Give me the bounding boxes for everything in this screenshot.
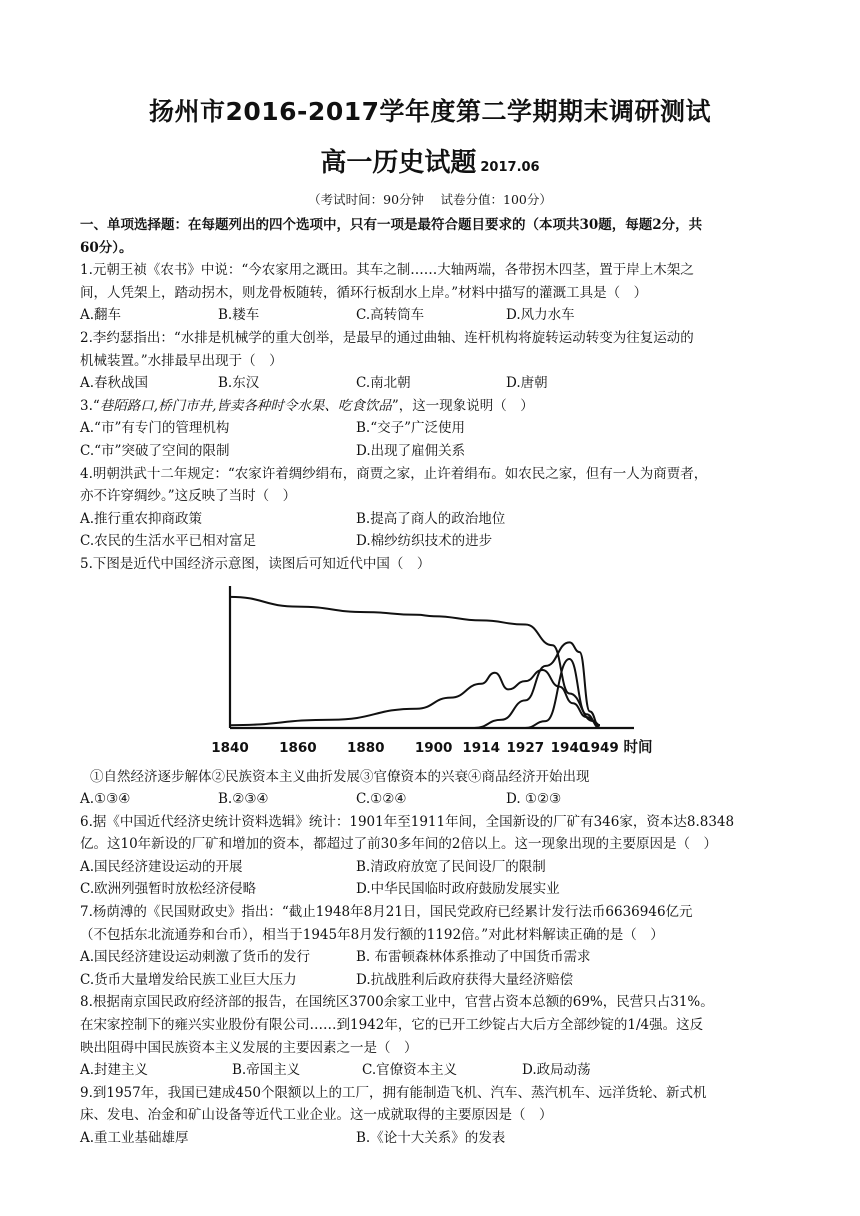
question-5-statements: ①自然经济逐步解体②民族资本主义曲折发展③官僚资本的兴衰④商品经济开始出现 xyxy=(90,768,590,785)
exam-title: 扬州市2016-2017学年度第二学期期末调研测试 xyxy=(148,97,712,126)
question-8-options xyxy=(80,1059,788,1082)
option-b: B.帝国主义 xyxy=(232,1062,301,1079)
option-c: C.农民的生活水平已相对富足 xyxy=(80,533,257,550)
exam-content xyxy=(80,214,788,1150)
option-a: A.国民经济建设运动的开展 xyxy=(80,858,243,875)
question-2-options xyxy=(80,372,788,395)
x-tick-label: 1949 xyxy=(581,739,619,756)
question-4-text-cont: 亦不许穿绸纱。”这反映了当时（ ） xyxy=(80,488,297,505)
option-b: B.清政府放宽了民间设厂的限制 xyxy=(356,858,546,875)
series-line-2 xyxy=(230,670,600,725)
x-tick-label: 1840 xyxy=(211,739,249,756)
question-7-options xyxy=(80,946,788,969)
x-tick-label: 1940 xyxy=(550,739,589,756)
question-7-text-cont: （不包括东北流通券和台币），相当于1945年8月发行额的1192倍。”对此材料解读正确的是（ ） xyxy=(80,926,664,943)
option-a: A.①③④ xyxy=(80,791,131,808)
question-9-text-cont: 床、发电、冶金和矿山设备等近代工业企业。这一成就取得的主要原因是（ ） xyxy=(80,1107,553,1124)
option-b: B. 布雷顿森林体系推动了中国货币需求 xyxy=(356,949,591,966)
option-a: A.春秋战国 xyxy=(80,375,149,392)
option-b: B.提高了商人的政治地位 xyxy=(356,510,506,527)
question-6-options-2 xyxy=(80,878,788,901)
question-6-text-cont: 亿。这10年新设的厂矿和增加的资本，都超过了前30多年间的2倍以上。这一现象出现的主要原因是（ ） xyxy=(80,836,717,853)
question-5-text: 5.下图是近代中国经济示意图，读图后可知近代中国（ ） xyxy=(80,555,431,572)
option-d: D.棉纱纺织技术的进步 xyxy=(356,533,493,550)
question-2-text: 2.李约瑟指出：“水排是机械学的重大创举，是最早的通过曲轴、连杆机构将旋转运动转变为往复运动的 xyxy=(80,329,694,346)
question-8-text-cont2: 映出阻碍中国民族资本主义发展的主要因素之一是（ ） xyxy=(80,1039,418,1056)
economy-line-chart xyxy=(204,578,764,764)
question-8-text-cont: 在宋家控制下的雍兴实业股份有限公司……到1942年，它的已开工纱锭占大后方全部纱锭的1/4强。这反 xyxy=(80,1017,704,1034)
section-heading-cont: 60分）。 xyxy=(80,239,133,256)
question-3-options-2 xyxy=(80,440,788,463)
option-d: D.唐朝 xyxy=(506,375,548,392)
question-9-options xyxy=(80,1127,788,1150)
question-3-text xyxy=(80,395,788,418)
question-3-suffix: ”，这一现象说明（ ） xyxy=(391,397,534,414)
option-b: B.东汉 xyxy=(218,375,260,392)
x-tick-label: 1880 xyxy=(346,739,385,756)
x-axis-label: 时间 xyxy=(623,739,653,756)
option-c: C.高转筒车 xyxy=(356,307,425,324)
exam-date: 2017.06 xyxy=(480,160,540,175)
question-1-options xyxy=(80,304,788,327)
question-4-options-2 xyxy=(80,530,788,553)
option-a: A.翻车 xyxy=(80,307,122,324)
option-b: B.《论十大关系》的发表 xyxy=(356,1130,506,1146)
x-tick-label: 1927 xyxy=(506,739,545,756)
subject-title: 高一历史试题 xyxy=(320,148,477,178)
option-a: A.“市”有专门的管理机构 xyxy=(80,420,230,437)
x-tick-label: 1860 xyxy=(279,739,317,756)
x-tick-label: 1900 xyxy=(414,739,453,756)
option-b: B.②③④ xyxy=(218,791,269,808)
option-b: B.“交子”广泛使用 xyxy=(356,420,466,437)
series-line-1 xyxy=(230,596,600,724)
option-c: C.南北朝 xyxy=(356,375,411,392)
option-d: D.抗战胜利后政府获得大量经济赔偿 xyxy=(356,971,574,988)
option-c: C.①②④ xyxy=(356,791,407,808)
exam-info: （考试时间：90分钟 试卷分值：100分） xyxy=(308,192,552,207)
question-1-text-cont: 间，人凭架上，踏动拐木，则龙骨板随转，循环行板刮水上岸。”材料中描写的灌溉工具是（ ） xyxy=(80,284,648,301)
option-c: C.官僚资本主义 xyxy=(362,1062,458,1079)
option-d: D.风力水车 xyxy=(506,307,575,324)
option-a: A.封建主义 xyxy=(80,1062,149,1079)
question-4-options xyxy=(80,508,788,531)
question-2-text-cont: 机械装置。”水排最早出现于（ ） xyxy=(80,352,283,369)
series-line-3 xyxy=(474,642,600,728)
option-a: A.推行重农抑商政策 xyxy=(80,510,203,527)
option-c: C.“市”突破了空间的限制 xyxy=(80,442,230,459)
question-9-text: 9.到1957年，我国已建成450个限额以上的工厂，拥有能制造飞机、汽车、蒸汽机车、远洋货轮、新式机 xyxy=(80,1084,707,1101)
exam-subtitle xyxy=(0,142,860,179)
economy-chart xyxy=(80,576,788,766)
option-c: C.欧洲列强暂时放松经济侵略 xyxy=(80,881,257,898)
x-tick-label: 1914 xyxy=(462,739,500,756)
question-6-text: 6.据《中国近代经济史统计资料选辑》统计：1901年至1911年间，全国新设的厂矿有346家，资本达8.8348 xyxy=(80,813,735,830)
option-c: C.货币大量增发给民族工业巨大压力 xyxy=(80,971,297,988)
option-d: D. ①②③ xyxy=(506,791,562,808)
question-8-text: 8.根据南京国民政府经济部的报告，在国统区3700余家工业中，官营占资本总额的69%，民营只占31%。 xyxy=(80,994,714,1011)
question-1-text: 1.元朝王祯《农书》中说：“今农家用之溉田。其车之制……大轴两端，各带拐木四茎，置于岸上木架之 xyxy=(80,262,694,279)
question-7-options-2 xyxy=(80,969,788,992)
option-d: D.出现了雇佣关系 xyxy=(356,442,466,459)
question-3-prefix: 3.“ xyxy=(80,397,100,414)
option-d: D.中华民国临时政府鼓励发展实业 xyxy=(356,881,560,898)
question-4-text: 4.明朝洪武十二年规定：“农家许着绸纱绢布，商贾之家，止许着绢布。如农民之家，但有一人为商贾者， xyxy=(80,465,708,482)
question-7-text: 7.杨荫溥的《民国财政史》指出：“截止1948年8月21日，国民党政府已经累计发行法币6636946亿元 xyxy=(80,904,693,921)
question-5-options xyxy=(80,788,788,811)
question-6-options xyxy=(80,856,788,879)
option-d: D.政局动荡 xyxy=(522,1062,591,1079)
option-b: B.耧车 xyxy=(218,307,260,324)
option-a: A.国民经济建设运动刺激了货币的发行 xyxy=(80,949,311,966)
section-heading: 一、单项选择题：在每题列出的四个选项中，只有一项是最符合题目要求的（本项共30题，每题2分，共 xyxy=(80,217,703,233)
question-3-quote: 巷陌路口,桥门市井,皆卖各种时令水果、吃食饮品 xyxy=(99,397,392,414)
question-3-options xyxy=(80,417,788,440)
option-a: A.重工业基础雄厚 xyxy=(80,1130,189,1146)
